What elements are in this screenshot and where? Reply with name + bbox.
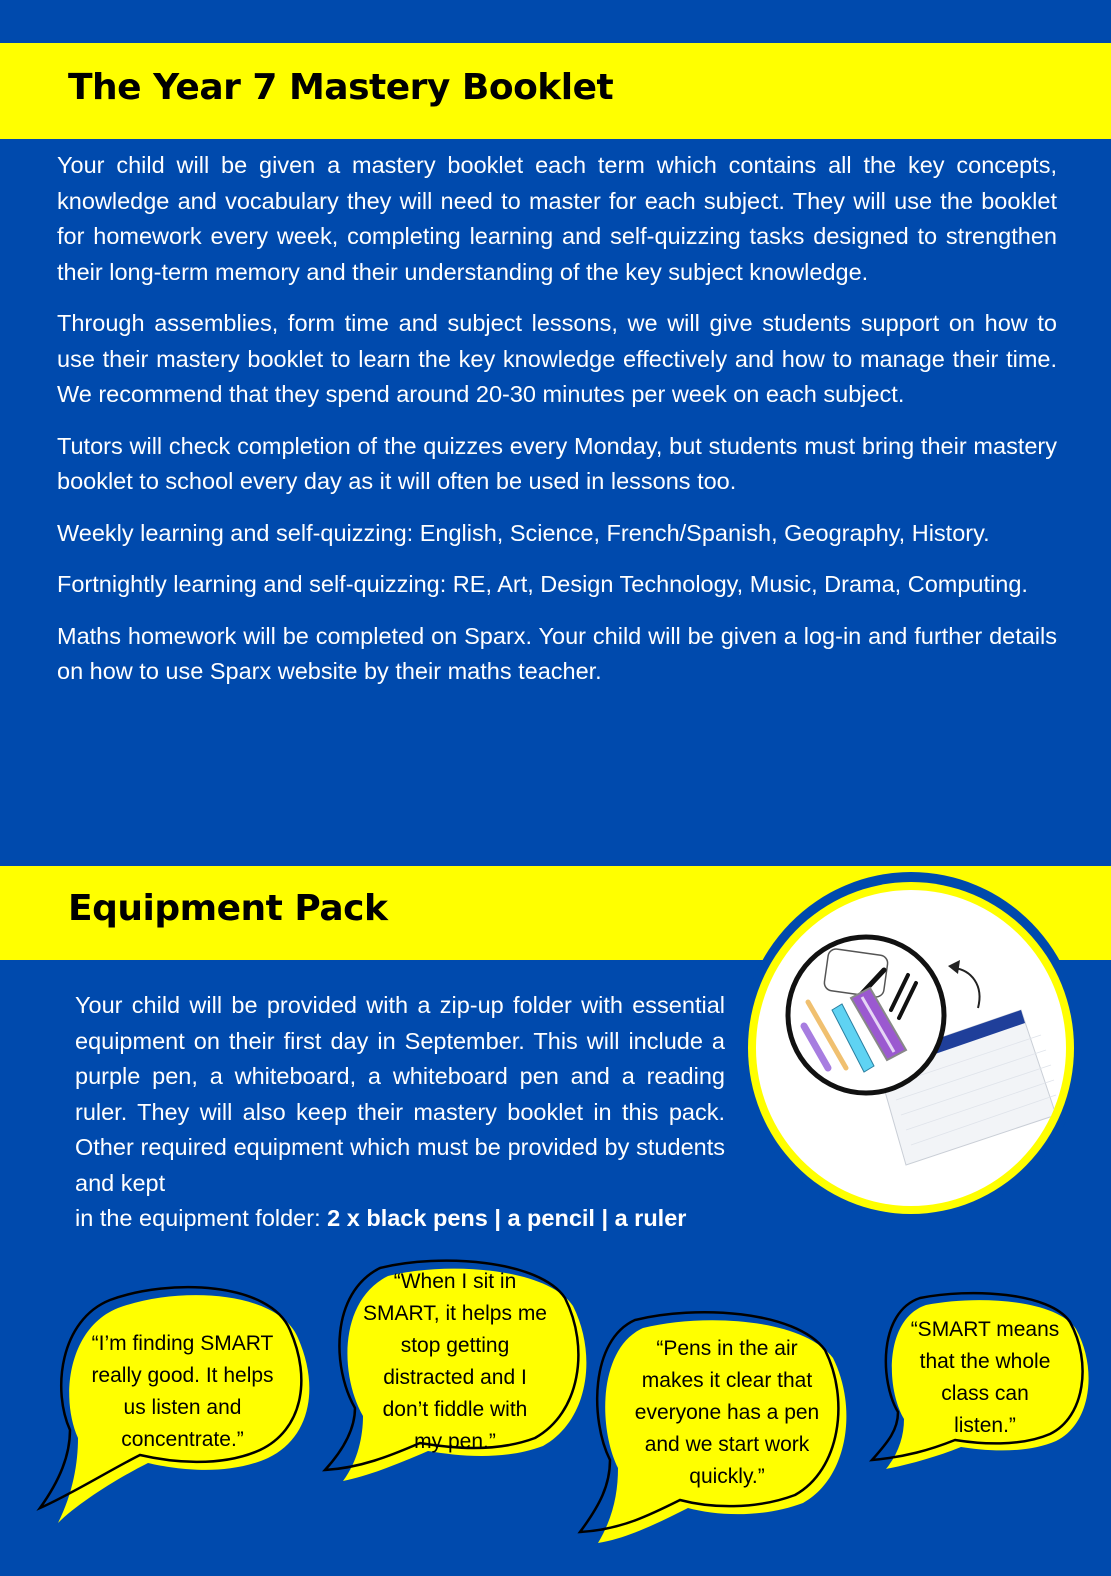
quote-line: class can xyxy=(941,1382,1029,1405)
mastery-paragraph: Tutors will check completion of the quizzes every Monday, but students must bring their mastery booklet to school every day as it will often be used in lessons too. xyxy=(57,432,1057,494)
equipment-image xyxy=(756,890,1066,1206)
mastery-paragraph: Maths homework will be completed on Sparx. Your child will be given a log-in and further details on how to use Sparx website by their maths teacher. xyxy=(57,622,1057,684)
quote-bubble xyxy=(40,1280,310,1520)
mastery-title: The Year 7 Mastery Booklet xyxy=(68,67,614,108)
mastery-paragraph: Fortnightly learning and self-quizzing: RE, Art, Design Technology, Music, Drama, Computing. xyxy=(57,571,1028,597)
equipment-image-ring xyxy=(748,882,1074,1214)
quote-line: makes it clear that xyxy=(641,1369,813,1392)
quote-text xyxy=(612,1333,842,1493)
mastery-paragraph: Your child will be given a mastery booklet each term which contains all the key concepts, knowledge and vocabulary they will need to master for each subject. They will use the booklet for homework every week, completing learning and self-quizzing tasks designed to strengthen their long-term memory and their understanding of the key subject knowledge. xyxy=(57,152,1057,285)
quote-bubble xyxy=(870,1292,1095,1482)
quote-line: distracted and I xyxy=(383,1366,527,1389)
mastery-paragraph: Through assemblies, form time and subject lessons, we will give students support on how to use their mastery booklet to learn the key knowledge effectively and how to manage their time. We recommend that they spend around 20-30 minutes per week on each subject. xyxy=(57,310,1057,407)
quote-line: “Pens in the air xyxy=(656,1337,798,1360)
quote-line: concentrate.” xyxy=(121,1428,244,1451)
quote-line: quickly.” xyxy=(689,1465,765,1488)
quote-bubble xyxy=(580,1310,860,1550)
quote-line: “I’m finding SMART xyxy=(91,1332,274,1355)
equipment-pack-illustration-icon xyxy=(756,890,1066,1206)
quote-text xyxy=(70,1328,295,1456)
equipment-body xyxy=(75,988,725,1237)
quote-line: that the whole xyxy=(919,1350,1051,1373)
quote-line: my pen.” xyxy=(414,1430,496,1453)
quote-text xyxy=(890,1314,1080,1442)
quote-line: don’t fiddle with xyxy=(382,1398,528,1421)
quote-line: everyone has a pen xyxy=(634,1401,820,1424)
equipment-title: Equipment Pack xyxy=(68,888,388,929)
mastery-body xyxy=(57,148,1057,706)
mastery-paragraph: Weekly learning and self-quizzing: English, Science, French/Spanish, Geography, History. xyxy=(57,519,990,546)
quote-line: really good. It helps xyxy=(91,1364,274,1387)
quote-bubble xyxy=(320,1258,600,1498)
quote-line: SMART, it helps me xyxy=(362,1302,547,1325)
quote-line: us listen and xyxy=(123,1396,242,1419)
quote-line: and we start work xyxy=(644,1433,810,1456)
equipment-image-frame xyxy=(740,872,1082,1222)
equipment-paragraph: Your child will be provided with a zip-up folder with essential equipment on their first day in September. This will include a purple pen, a whiteboard, a whiteboard pen and a reading ruler. They will also keep their mastery booklet in this pack. Other required equipment which must be provided by students and kept xyxy=(75,992,725,1196)
mastery-header-band xyxy=(0,43,1111,139)
quote-line: stop getting xyxy=(400,1334,510,1357)
curved-arrow-icon xyxy=(954,968,979,1008)
quote-line: listen.” xyxy=(954,1414,1016,1437)
equipment-required-prefix: in the equipment folder: xyxy=(75,1205,328,1231)
required-items: 2 x black pens | a pencil | a ruler xyxy=(327,1205,687,1231)
equipment-required-line xyxy=(75,1201,725,1237)
quote-text xyxy=(340,1266,570,1458)
quote-line: “SMART means xyxy=(910,1318,1060,1341)
quote-line: “When I sit in xyxy=(393,1270,517,1293)
